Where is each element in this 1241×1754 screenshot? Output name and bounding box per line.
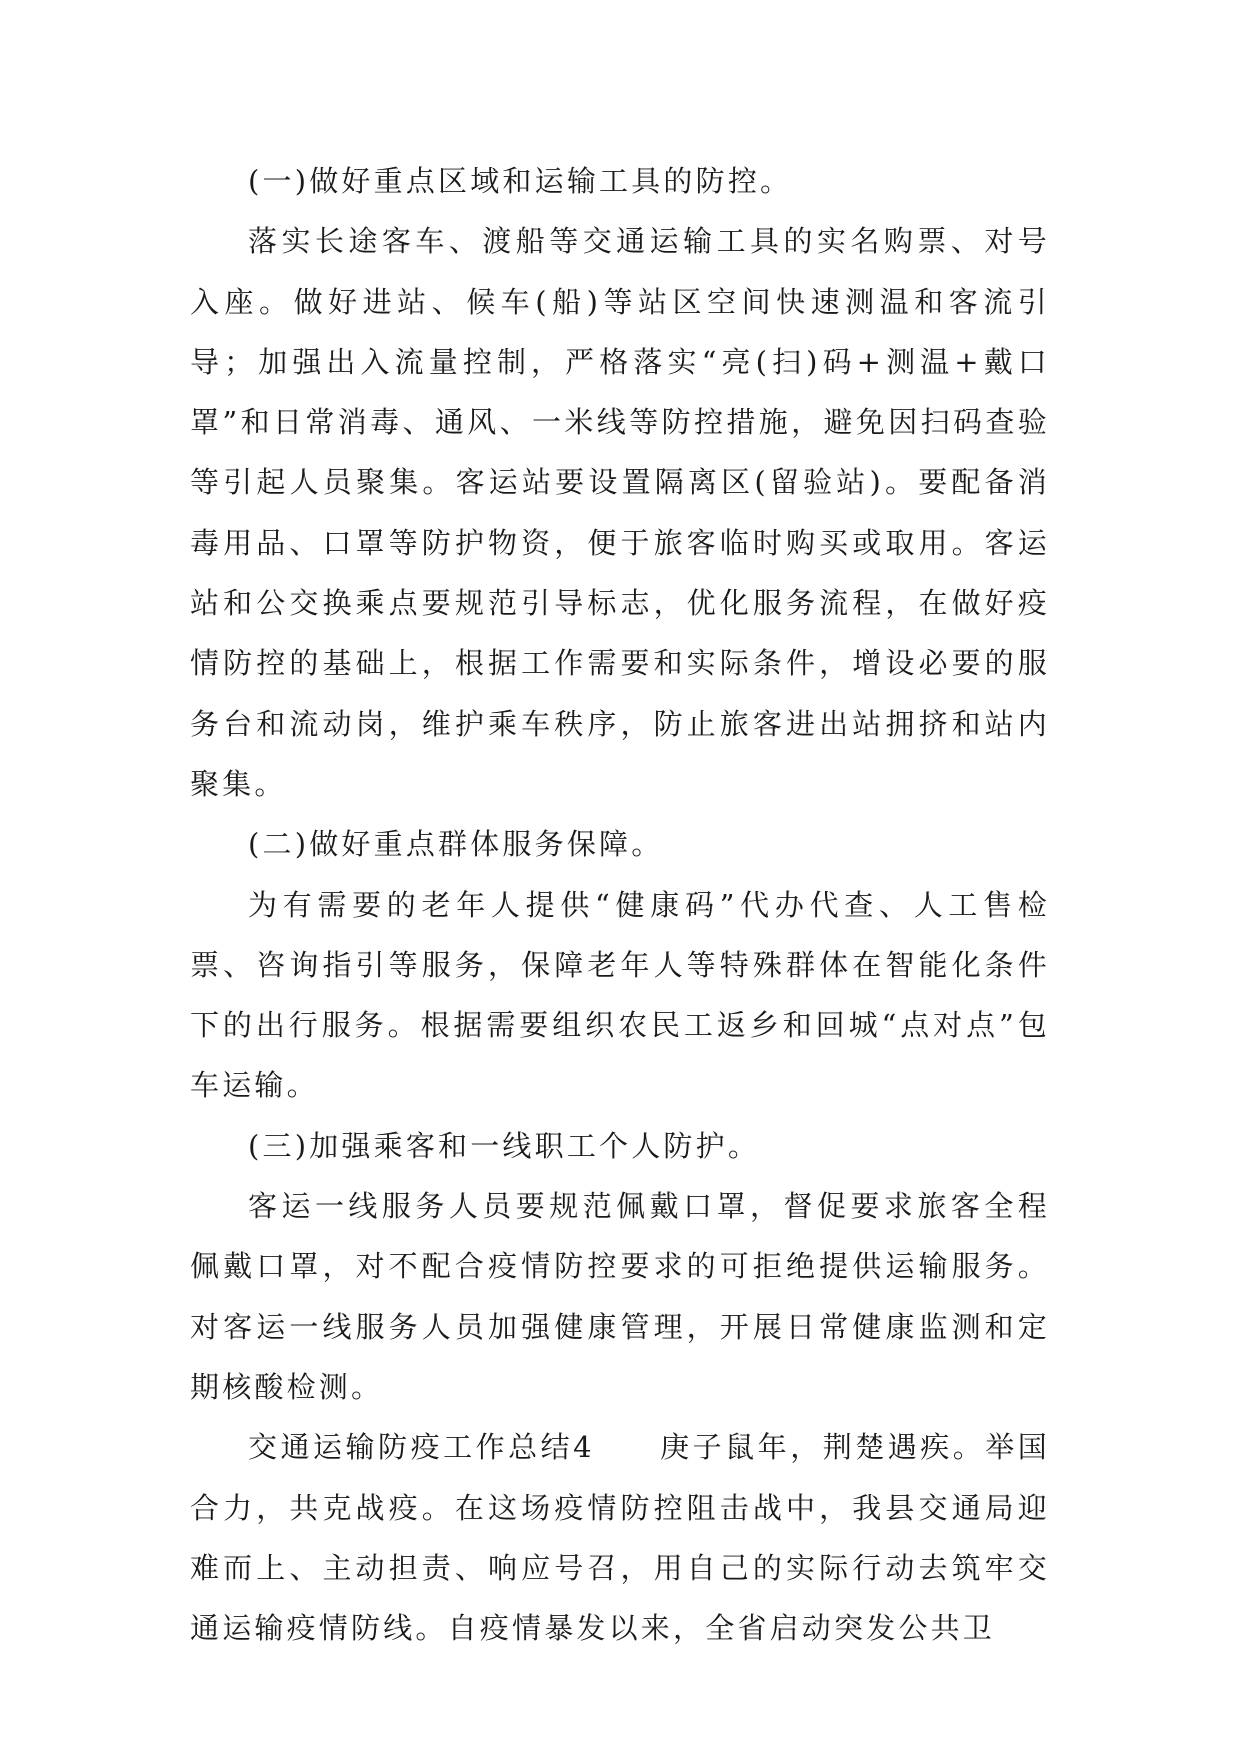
paragraph-key-groups: 为有需要的老年人提供“健康码”代办代查、人工售检票、咨询指引等服务，保障老年人等特殊群体在智能化条件下的出行服务。根据需要组织农民工返乡和回城“点对点”包车运输。 xyxy=(190,887,1050,1103)
section-heading-2: (二)做好重点群体服务保障。 xyxy=(248,827,664,862)
paragraph-personal-protection: 客运一线服务人员要规范佩戴口罩，督促要求旅客全程佩戴口罩，对不配合疫情防控要求的可拒绝提供运输服务。对客运一线服务人员加强健康管理，开展日常健康监测和定期核酸检测。 xyxy=(190,1189,1050,1404)
section-heading-1: (一)做好重点区域和运输工具的防控。 xyxy=(248,164,793,198)
paragraph-station-control: 落实长途客车、渡船等交通运输工具的实名购票、对号入座。做好进站、候车(船)等站区空间快速测温和客流引导；加强出入流量控制，严格落实“亮(扫)码+测温+戴口罩”和日常消毒、通风、一米线等防控措施，避免因扫码查验等引起人员聚集。客运站要设置隔离区(留验站)。要配备消毒用品、口罩等防护物资，便于旅客临时购买或取用。客运站和公交换乘点要规范引导标志，优化服务流程，在做好疫情防控的基础上，根据工作需要和实际条件，增设必要的服务台和流动岗，维护乘车秩序，防止旅客进出站拥挤和站内聚集。 xyxy=(190,224,1050,801)
section-heading-3: (三)加强乘客和一线职工个人防护。 xyxy=(248,1128,761,1163)
document-body xyxy=(190,151,1050,1658)
paragraph-summary-4: 交通运输防疫工作总结4 庚子鼠年，荆楚遇疾。举国合力，共克战疫。在这场疫情防控阻击战中，我县交通局迎难而上、主动担责、响应号召，用自己的实际行动去筑牢交通运输疫情防线。自疫情暴发以来，全省启动突发公共卫 xyxy=(190,1430,1050,1646)
